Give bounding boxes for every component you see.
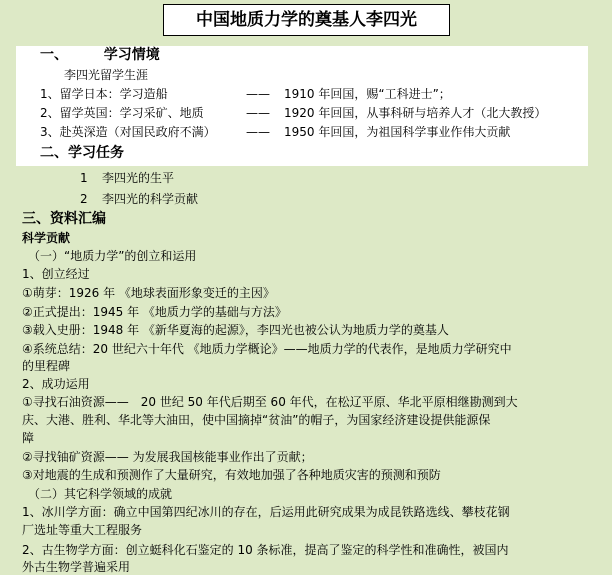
founding-heading: 1、创立经过 [22, 267, 90, 281]
section1-title: 学习情境 [103, 47, 160, 63]
other-item-continued: 外古生物学普遍采用 [22, 560, 131, 574]
task-number: 2 [80, 192, 88, 206]
other-item: 2、古生物学方面：创立蜓科化石鉴定的 10 条标准，提高了鉴定的科学性和准确性，被国内 [22, 543, 509, 557]
success-item: ③对地震的生成和预测作了大量研究，有效地加强了各种地质灾害的预测和预防 [22, 468, 441, 482]
stage-text: 1950 年回国，为祖国科学事业作伟大贡献 [284, 125, 511, 139]
stage-dash: —— [246, 87, 270, 101]
founding-item: ④系统总结：20 世纪六十年代 《地质力学概论》——地质力学的代表作，是地质力学研究中 [22, 342, 512, 356]
task-text: 李四光的科学贡献 [102, 192, 199, 206]
stage-text: 1920 年回国，从事科研与培养人才（北大教授） [284, 106, 547, 120]
success-heading: 2、成功运用 [22, 377, 90, 391]
success-item: ②寻找铀矿资源—— 为发展我国核能事业作出了贡献； [22, 450, 313, 464]
document-title: 中国地质力学的奠基人李四光 [163, 4, 450, 36]
task-number: 1 [80, 171, 88, 185]
section2-heading: 二、学习任务 [40, 145, 124, 161]
stage-text: 1910 年回国，赐“工科进士”； [284, 87, 451, 101]
stage-dash: —— [246, 106, 270, 120]
stage-2 [40, 105, 546, 121]
stage-label: 1、留学日本：学习造船 [40, 87, 168, 101]
section1-subtitle: 李四光留学生涯 [64, 68, 149, 82]
stage-1 [40, 86, 451, 102]
section1-heading [40, 46, 160, 64]
section3-heading: 三、资料汇编 [22, 211, 106, 227]
founding-item: ②正式提出：1945 年 《地质力学的基础与方法》 [22, 305, 287, 319]
stage-dash: —— [246, 125, 270, 139]
stage-label: 2、留学英国：学习采矿、地质 [40, 106, 204, 120]
stage-3 [40, 124, 510, 140]
founding-item: ③载入史册：1948 年 《新华夏海的起源》，李四光也被公认为地质力学的奠基人 [22, 323, 449, 337]
task-1 [80, 170, 174, 186]
success-item-continued: 障 [22, 431, 35, 445]
part2-heading: （二）其它科学领域的成就 [28, 487, 173, 501]
section1-number: 一、 [40, 47, 68, 63]
founding-item-continued: 的里程碑 [22, 359, 71, 373]
stage-label: 3、赴英深造（对国民政府不满） [40, 125, 216, 139]
success-item: ①寻找石油资源—— 20 世纪 50 年代后期至 60 年代，在松辽平原、华北平原相继勘测到大 [22, 395, 518, 409]
founding-item: ①萌芽：1926 年 《地球表面形象变迁的主因》 [22, 286, 275, 300]
other-item-continued: 厂选址等重大工程服务 [22, 523, 143, 537]
task-2 [80, 191, 198, 207]
task-text: 李四光的生平 [102, 171, 175, 185]
other-item: 1、冰川学方面：确立中国第四纪冰川的存在，后运用此研究成果为成昆铁路选线、攀枝花钢 [22, 505, 510, 519]
success-item-continued: 庆、大港、胜利、华北等大油田，使中国摘掉“贫油”的帽子，为国家经济建设提供能源保 [22, 413, 491, 427]
part1-heading: （一）“地质力学”的创立和运用 [28, 249, 197, 263]
contribution-heading: 科学贡献 [22, 231, 71, 245]
